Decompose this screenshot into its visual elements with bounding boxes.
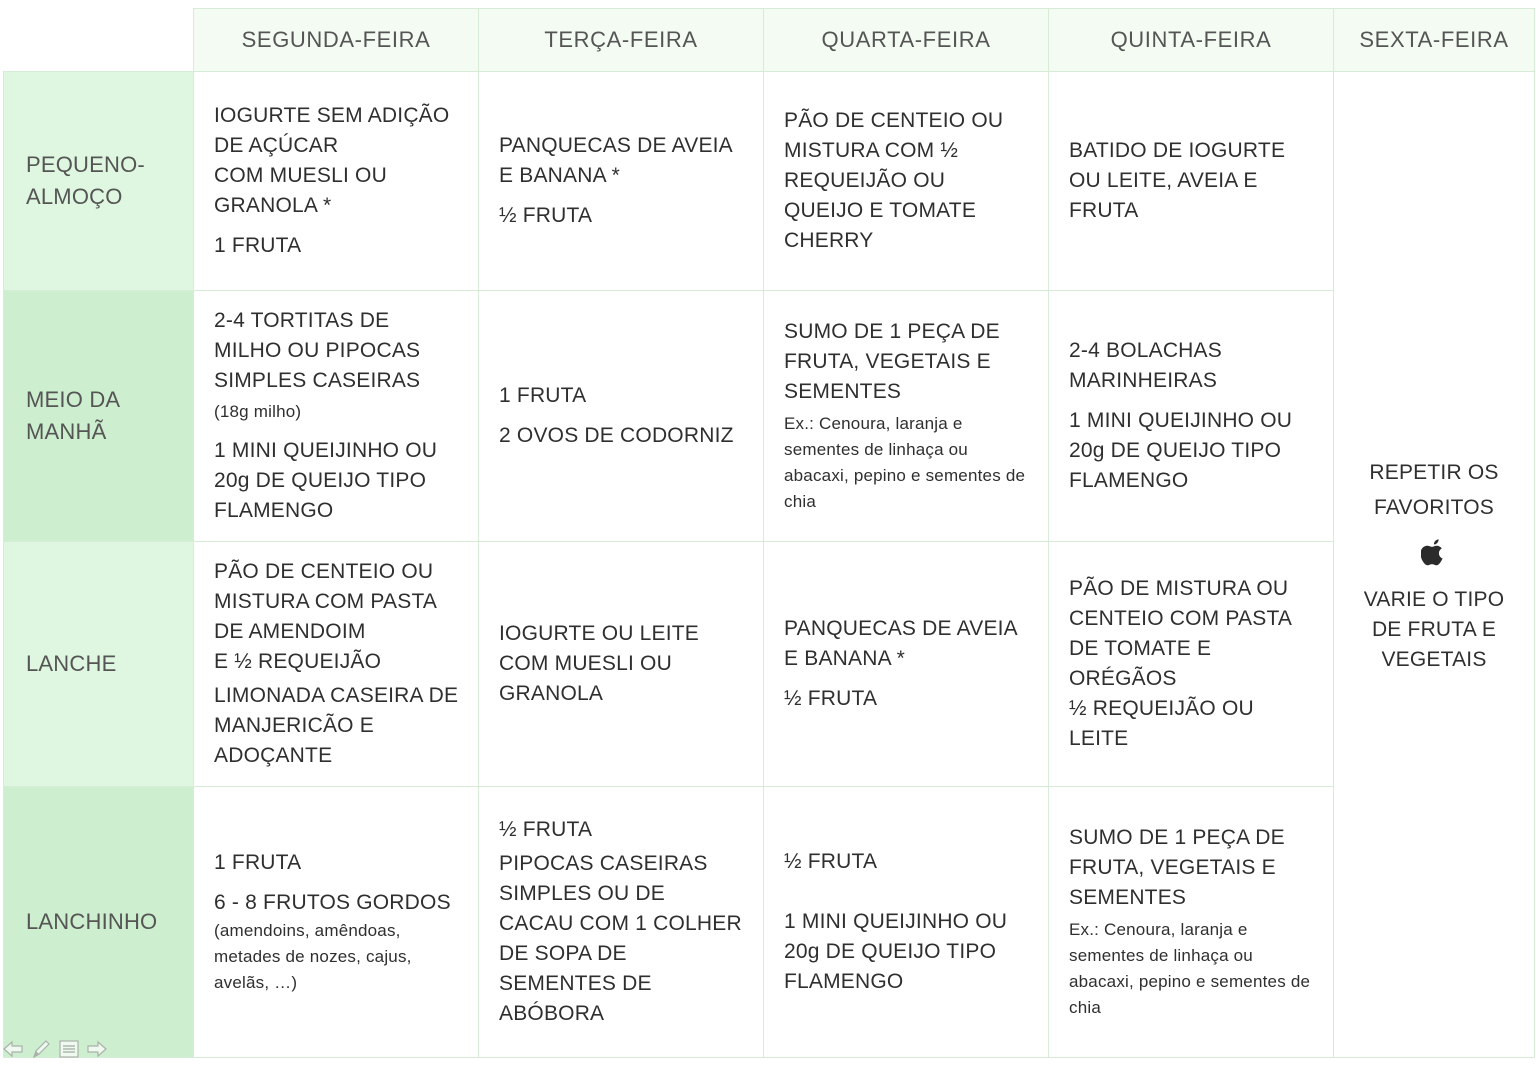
slide-nav-toolbar xyxy=(2,1038,108,1060)
header-quarta xyxy=(763,8,1049,72)
cell-lanchinho-terca xyxy=(478,786,764,1058)
cell-pequeno-almoco-quinta xyxy=(1048,71,1334,291)
meal-item: LIMONADA CASEIRA DE MANJERICÃO E ADOÇANTE xyxy=(214,684,459,767)
meal-item: 1 FRUTA xyxy=(214,851,302,874)
meal-item: ½ FRUTA xyxy=(499,818,593,841)
meal-item: ½ FRUTA xyxy=(784,687,878,710)
meal-item: PÃO DE MISTURA OU CENTEIO COM PASTA DE TOMATE E ORÉGÃOS ½ REQUEIJÃO OU LEITE xyxy=(1069,577,1291,750)
meal-item: IOGURTE OU LEITE COM MUESLI OU GRANOLA xyxy=(499,622,700,705)
meal-item: 1 MINI QUEIJINHO OU 20g DE QUEIJO TIPO FLAMENGO xyxy=(214,439,438,522)
cell-meio-da-manha-quarta xyxy=(763,290,1049,542)
meal-item: BATIDO DE IOGURTE OU LEITE, AVEIA E FRUTA xyxy=(1069,139,1286,222)
previous-arrow-icon[interactable] xyxy=(2,1038,24,1060)
cell-pequeno-almoco-quarta xyxy=(763,71,1049,291)
meal-item xyxy=(214,306,460,426)
meal-item: 1 FRUTA xyxy=(214,234,302,257)
cell-lanchinho-quarta xyxy=(763,786,1049,1058)
cell-lanche-segunda xyxy=(193,541,479,787)
next-arrow-icon[interactable] xyxy=(86,1038,108,1060)
header-quinta-label: QUINTA-FEIRA xyxy=(1110,27,1272,52)
row-label-text: LANCHE xyxy=(26,651,117,676)
header-quinta xyxy=(1048,8,1334,72)
row-label-pequeno-almoco xyxy=(3,71,194,291)
meal-item: 2-4 BOLACHAS MARINHEIRAS xyxy=(1069,339,1222,392)
cell-meio-da-manha-segunda xyxy=(193,290,479,542)
cell-lanche-terca xyxy=(478,541,764,787)
row-label-text: LANCHINHO xyxy=(26,909,158,934)
sexta-repetir-text: REPETIR OS FAVORITOS xyxy=(1369,460,1499,519)
apple-icon xyxy=(1421,537,1447,567)
cell-meio-da-manha-quinta xyxy=(1048,290,1334,542)
row-label-lanche xyxy=(3,541,194,787)
pen-icon[interactable] xyxy=(30,1038,52,1060)
meal-item: 1 FRUTA xyxy=(499,384,587,407)
header-sexta-label: SEXTA-FEIRA xyxy=(1359,27,1509,52)
meal-item-note: (18g milho) xyxy=(214,402,302,421)
meal-item: PIPOCAS CASEIRAS SIMPLES OU DE CACAU COM 1 COLHER DE SOPA DE SEMENTES DE ABÓBORA xyxy=(499,852,742,1025)
cell-pequeno-almoco-segunda xyxy=(193,71,479,291)
meal-item-note: (amendoins, amêndoas, metades de nozes, cajus, avelãs, …) xyxy=(214,921,412,992)
cell-sexta-merged xyxy=(1333,71,1535,1058)
meal-item: 2 OVOS DE CODORNIZ xyxy=(499,424,734,447)
meal-item: PÃO DE CENTEIO OU MISTURA COM ½ REQUEIJÃO OU QUEIJO E TOMATE CHERRY xyxy=(784,109,1004,252)
meal-item: ½ FRUTA xyxy=(499,204,593,227)
meal-item-note: Ex.: Cenoura, laranja e sementes de linhaça ou abacaxi, pepino e sementes de chia xyxy=(1069,920,1311,1017)
menu-icon[interactable] xyxy=(58,1038,80,1060)
meal-item: SUMO DE 1 PEÇA DE FRUTA, VEGETAIS E SEMENTES xyxy=(784,320,1000,403)
meal-item-note: Ex.: Cenoura, laranja e sementes de linhaça ou abacaxi, pepino e sementes de chia xyxy=(784,414,1026,511)
meal-item: IOGURTE SEM ADIÇÃO DE AÇÚCAR COM MUESLI OU GRANOLA * xyxy=(214,104,450,217)
meal-item: PÃO DE CENTEIO OU MISTURA COM PASTA DE AMENDOIM E ½ REQUEIJÃO xyxy=(214,560,436,673)
meal-item: PANQUECAS DE AVEIA E BANANA * xyxy=(784,617,1017,670)
meal-item-text: 2-4 TORTITAS DE MILHO OU PIPOCAS SIMPLES CASEIRAS xyxy=(214,309,421,392)
meal-item: 6 - 8 FRUTOS GORDOS xyxy=(214,891,451,914)
row-label-text: PEQUENO- ALMOÇO xyxy=(26,152,145,209)
row-label-lanchinho xyxy=(3,786,194,1058)
row-label-meio-da-manha xyxy=(3,290,194,542)
header-quarta-label: QUARTA-FEIRA xyxy=(821,27,991,52)
header-segunda xyxy=(193,8,479,72)
meal-item: ½ FRUTA xyxy=(784,850,878,873)
meal-item: SUMO DE 1 PEÇA DE FRUTA, VEGETAIS E SEMENTES xyxy=(1069,826,1285,909)
cell-meio-da-manha-terca xyxy=(478,290,764,542)
header-terca-label: TERÇA-FEIRA xyxy=(544,27,698,52)
cell-pequeno-almoco-terca xyxy=(478,71,764,291)
meal-item: PANQUECAS DE AVEIA E BANANA * xyxy=(499,134,732,187)
cell-lanche-quarta xyxy=(763,541,1049,787)
meal-item: 1 MINI QUEIJINHO OU 20g DE QUEIJO TIPO FLAMENGO xyxy=(784,910,1008,993)
header-segunda-label: SEGUNDA-FEIRA xyxy=(241,27,431,52)
cell-lanche-quinta xyxy=(1048,541,1334,787)
cell-lanchinho-quinta xyxy=(1048,786,1334,1058)
row-label-text: MEIO DA MANHÃ xyxy=(26,387,121,444)
cell-lanchinho-segunda xyxy=(193,786,479,1058)
header-terca xyxy=(478,8,764,72)
header-sexta xyxy=(1333,8,1535,72)
sexta-varie-text: VARIE O TIPO DE FRUTA E VEGETAIS xyxy=(1363,587,1505,671)
meal-item: 1 MINI QUEIJINHO OU 20g DE QUEIJO TIPO FLAMENGO xyxy=(1069,409,1293,492)
